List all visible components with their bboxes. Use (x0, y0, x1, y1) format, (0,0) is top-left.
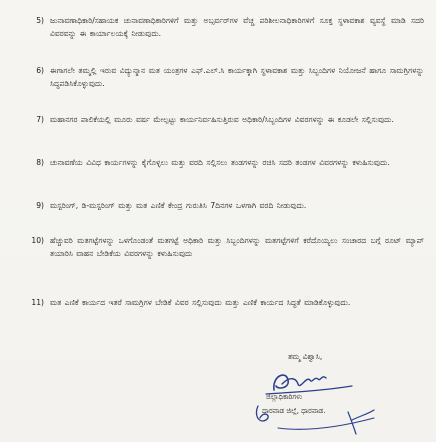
item-text: ಜುನಾವಣಾಧಿಕಾರಿ/ಸಹಾಯಕ ಚುನಾವಣಾಧಿಕಾರಿಗಳಿಗೆ ಮತ್ತು ಅಬ್ಸರ್ವರ್‌ಗಳ ವೆಚ್ಚ ಪರಿಶೀಲನಾಧಿಕಾರಿಗಳಿಗೆ ಸೂಕ್ತ ಸ್ಥಳಾವಕಾಶ ವ್ಯವಸ್ಥೆ ಮಾಡಿ ಸದರಿ ವಿವರವನ್ನು ಈ ಕಾರ್ಯಾಲಯಕ್ಕೆ ನೀಡುವುದು. (50, 16, 424, 38)
item-text: ಹೆಚ್ಚುವರಿ ಮತಗಟ್ಟೆಗಳನ್ನು ಒಳಗೊಂಡಂತೆ ಮತಗಟ್ಟೆ ಅಧಿಕಾರಿ ಮತ್ತು ಸಿಬ್ಬಂದಿಗಳನ್ನು ಮತಗಟ್ಟೆಗಳಿಗೆ ಕರೆದೊಯ್ಯಲು ಸಂಚಾರದ ಬಗ್ಗೆ ರೂಟ್ ಮ್ಯಾಪ್ ತಯಾರಿಸಿ ವಾಹನ ಬೇಡಿಕೆಯ ವಿವರಗಳನ್ನು ಕಳುಹಿಸುವುದು (50, 236, 424, 258)
list-item (28, 199, 424, 212)
item-number: 5) (36, 16, 44, 25)
item-number: 8) (36, 158, 44, 167)
designation: ಜಿಲ್ಲಾಧಿಕಾರಿಗಳು (266, 393, 303, 401)
list-item (28, 156, 424, 169)
item-text: ಮಸ್ಟರಿಂಗ್, ಡಿ-ಮಸ್ಟರಿಂಗ್ ಮತ್ತು ಮತ ಎಣಿಕೆ ಕೇಂದ್ರ ಗುರುತಿಸಿ 7ದಿನಗಳ ಒಳಗಾಗಿ ವರದಿ ನೀಡುವುದು. (50, 201, 307, 210)
item-number: 7) (36, 115, 44, 124)
item-text: ಈಗಾಗಲೇ ತಮ್ಮಲ್ಲಿ ಇರುವ ವಿದ್ಯುನ್ಮಾನ ಮತ ಯಂತ್ರಗಳ ಎಫ್.ಎಲ್.ಸಿ ಕಾರ್ಯಕ್ಕಾಗಿ ಸ್ಥಳಾವಕಾಶ ಮತ್ತು ಸಿಬ್ಬಂದಿಗಳ ನಿಯೋಜನೆ ಹಾಗೂ ಸಾಮಗ್ರಿಗಳನ್ನು ಸಿದ್ಧಪಡಿಸಿಕೊಳ್ಳುವುದು. (50, 66, 424, 88)
item-text: ಮಹಾನಗರ ಪಾಲಿಕೆಯಲ್ಲಿ ಮೂರು ವರ್ಷ ಮೇಲ್ಪಟ್ಟು ಕಾರ್ಯನಿರ್ವಹಿಸುತ್ತಿರುವ ಅಧಿಕಾರಿ/ಸಿಬ್ಬಂದಿಗಳ ವಿವರಗಳನ್ನು ಈ ಕೂಡಲೇ ಸಲ್ಲಿಸುವುದು. (50, 115, 394, 124)
item-text: ಮತ ಎಣಿಕೆ ಕಾರ್ಯದ ಇತರೆ ಸಾಮಗ್ರಿಗಳ ಬೇಡಿಕೆ ವಿವರ ಸಲ್ಲಿಸುವುದು ಮತ್ತು ಎಣಿಕೆ ಕಾರ್ಯದ ಸಿದ್ಧತೆ ಮಾಡಿಕೊಳ್ಳುವುದು. (50, 298, 351, 307)
item-number: 11) (31, 298, 44, 307)
list-item (28, 64, 424, 90)
item-number: 10) (31, 236, 44, 245)
list-item (28, 14, 424, 40)
list-item (28, 113, 424, 126)
item-number: 9) (36, 201, 44, 210)
list-item (28, 296, 424, 309)
list-item (28, 234, 424, 260)
item-text: ಚುನಾವಣೆಯ ವಿವಿಧ ಕಾರ್ಯಗಳನ್ನು ಕೈಗೊಳ್ಳಲು ಮತ್ತು ವರದಿ ಸಲ್ಲಿಸಲು ತಂಡಗಳನ್ನು ರಚಿಸಿ ಸದರಿ ತಂಡಗಳ ವಿವರಗಳನ್ನು ಕಳುಹಿಸುವುದು. (50, 158, 390, 167)
office-address: ಧಾರವಾಡ ಜಿಲ್ಲೆ, ಧಾರವಾಡ. (262, 407, 326, 415)
closing-salutation: ತಮ್ಮ ವಿಶ್ವಾಸಿ, (288, 352, 323, 361)
item-number: 6) (36, 66, 44, 75)
